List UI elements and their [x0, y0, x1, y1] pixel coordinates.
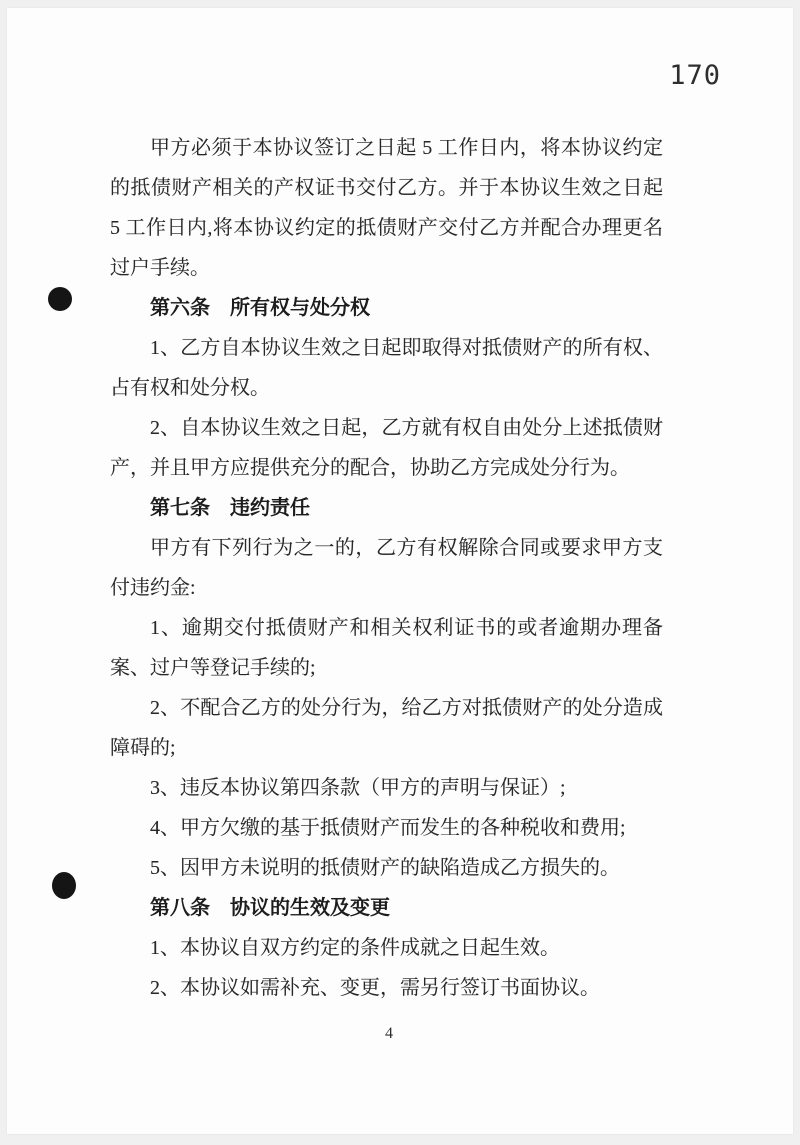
- paragraph-line: 2、本协议如需补充、变更，需另行签订书面协议。: [150, 977, 600, 999]
- punch-hole-bottom: [52, 872, 76, 899]
- paragraph-line: 案、过户等登记手续的;: [110, 657, 316, 679]
- heading-line: 第八条 协议的生效及变更: [150, 897, 390, 919]
- paragraph-line: 付违约金:: [110, 577, 196, 599]
- paragraph-line: 甲方必须于本协议签订之日起 5 工作日内，将本协议约定: [150, 137, 663, 159]
- heading-line: 第七条 违约责任: [150, 497, 310, 519]
- page-corner-number: 170: [669, 60, 721, 91]
- paragraph-line: 3、违反本协议第四条款（甲方的声明与保证）;: [150, 777, 566, 799]
- document-body: [110, 128, 663, 1008]
- paragraph-line: 5、因甲方未说明的抵债财产的缺陷造成乙方损失的。: [150, 857, 620, 879]
- paragraph-line: 5 工作日内,将本协议约定的抵债财产交付乙方并配合办理更名: [110, 217, 663, 239]
- punch-hole-top: [48, 287, 72, 311]
- paragraph-line: 1、乙方自本协议生效之日起即取得对抵债财产的所有权、: [150, 337, 663, 359]
- paragraph-line: 2、自本协议生效之日起，乙方就有权自由处分上述抵债财: [150, 417, 663, 439]
- paragraph-line: 产，并且甲方应提供充分的配合，协助乙方完成处分行为。: [110, 457, 630, 479]
- paragraph-line: 1、逾期交付抵债财产和相关权利证书的或者逾期办理备: [150, 617, 663, 639]
- paragraph-line: 占有权和处分权。: [110, 377, 270, 399]
- paragraph-line: 甲方有下列行为之一的，乙方有权解除合同或要求甲方支: [150, 537, 663, 559]
- paragraph-line: 1、本协议自双方约定的条件成就之日起生效。: [150, 937, 560, 959]
- paragraph-line: 障碍的;: [110, 737, 176, 759]
- paragraph-line: 过户手续。: [110, 257, 210, 279]
- paragraph-line: 的抵债财产相关的产权证书交付乙方。并于本协议生效之日起: [110, 177, 663, 199]
- heading-line: 第六条 所有权与处分权: [150, 297, 370, 319]
- paragraph-line: 2、不配合乙方的处分行为，给乙方对抵债财产的处分造成: [150, 697, 663, 719]
- paragraph-line: 4、甲方欠缴的基于抵债财产而发生的各种税收和费用;: [150, 817, 626, 839]
- scanned-page: [7, 8, 793, 1134]
- page-footer-number: 4: [385, 1025, 393, 1042]
